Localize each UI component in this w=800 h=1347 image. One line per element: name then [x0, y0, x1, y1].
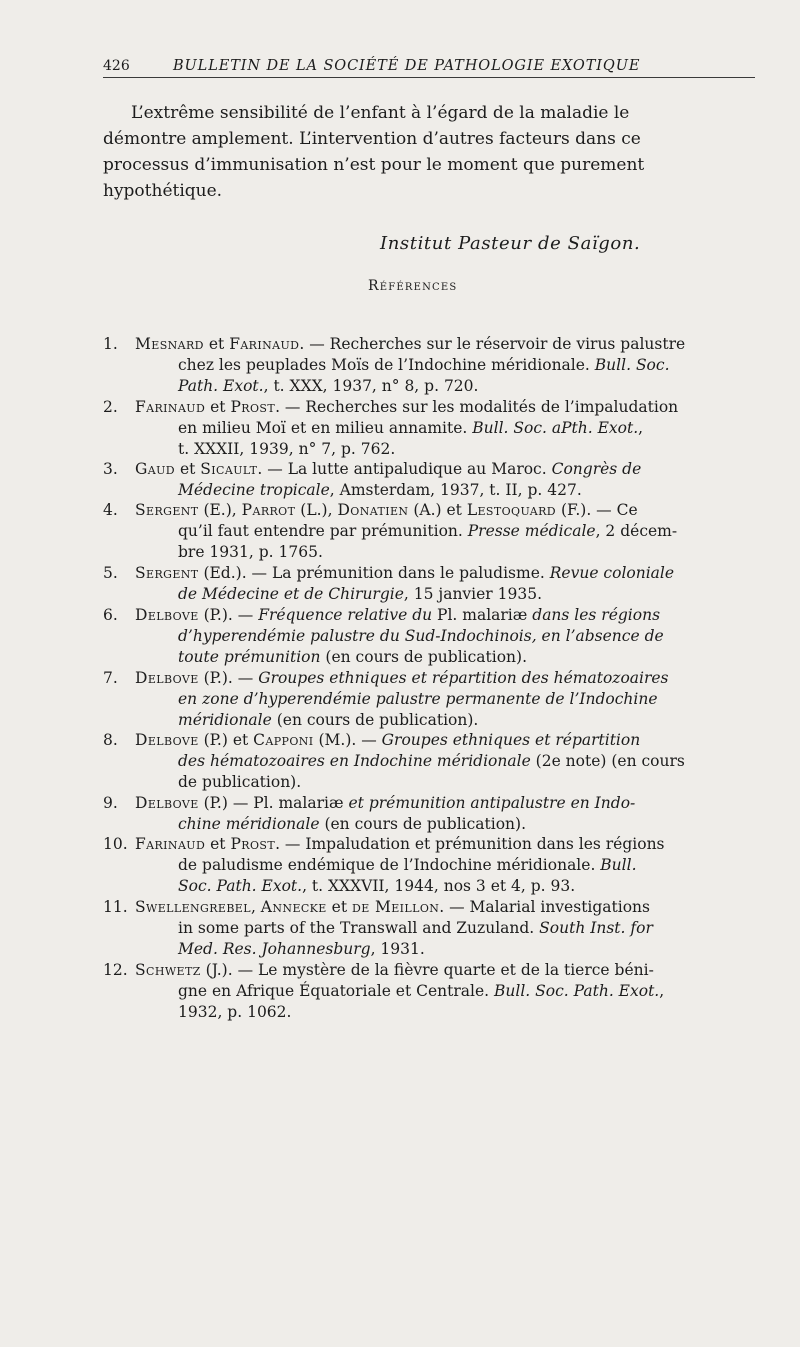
reference-segment: et	[205, 398, 231, 416]
italic-title: Bull.	[600, 856, 637, 874]
reference-line	[135, 939, 755, 960]
reference-line	[135, 751, 755, 772]
reference-segment: , t. XXX, 1937, n° 8, p. 720.	[263, 377, 479, 395]
reference-segment: gne en Afrique Équatoriale et Centrale.	[178, 982, 495, 1000]
author-name: Prost	[230, 835, 276, 853]
author-name: Delbove	[135, 669, 199, 687]
reference-number: 9.	[103, 794, 118, 812]
institution-signature: Institut Pasteur de Saïgon.	[380, 233, 641, 254]
italic-title: Revue coloniale	[549, 564, 675, 582]
reference-line	[135, 376, 755, 397]
reference-number: 8.	[103, 731, 118, 749]
author-name: de Meillon	[352, 898, 440, 916]
reference-line	[135, 334, 755, 355]
reference-segment: et	[205, 835, 231, 853]
reference-text	[135, 834, 755, 897]
italic-title: Groupes ethniques et répartition	[381, 731, 641, 749]
reference-segment: et	[203, 335, 230, 353]
reference-segment: (P.) — Pl. malariæ	[198, 794, 349, 812]
reference-line	[135, 439, 755, 460]
author-name: Farinaud	[135, 398, 206, 416]
italic-title: Fréquence relative du	[258, 606, 433, 624]
reference-line	[135, 459, 755, 480]
reference-segment: de publication).	[178, 773, 302, 791]
reference-number: 3.	[103, 460, 118, 478]
reference-segment: ,	[659, 982, 665, 1000]
intro-line: hypothétique.	[103, 181, 223, 201]
reference-number: 5.	[103, 564, 118, 582]
reference-segment: , t. XXXVII, 1944, nos 3 et 4, p. 93.	[302, 877, 576, 895]
author-name: Prost	[230, 398, 276, 416]
reference-text	[135, 500, 755, 563]
italic-title: méridionale	[178, 711, 272, 729]
reference-segment: (M.). —	[313, 731, 382, 749]
intro-line: L’extrême sensibilité de l’enfant à l’égard de la maladie le	[131, 103, 630, 123]
reference-segment: in some parts of the Transwall and Zuzuland.	[178, 919, 540, 937]
reference-segment: et	[175, 460, 201, 478]
reference-segment: ,	[250, 898, 261, 916]
reference-number: 7.	[103, 669, 118, 687]
reference-line	[135, 710, 755, 731]
author-name: Capponi	[253, 731, 314, 749]
reference-segment: ,	[638, 419, 644, 437]
reference-line	[135, 668, 755, 689]
reference-segment: (P.). —	[198, 606, 259, 624]
intro-line: processus d’immunisation n’est pour le moment que purement	[103, 155, 645, 175]
author-name: Gaud	[135, 460, 176, 478]
reference-segment: en milieu Moï et en milieu annamite.	[178, 419, 473, 437]
reference-line	[135, 647, 755, 668]
author-name: Donatien	[337, 501, 409, 519]
reference-segment: , 15 janvier 1935.	[403, 585, 543, 603]
reference-text	[135, 563, 755, 605]
author-name: Parrot	[241, 501, 296, 519]
reference-segment: , 2 décem-	[595, 522, 678, 540]
reference-segment: (E.),	[198, 501, 242, 519]
intro-paragraph	[103, 100, 755, 204]
running-title: BULLETIN DE LA SOCIÉTÉ DE PATHOLOGIE EXOTIQUE	[173, 58, 641, 74]
reference-line	[135, 584, 755, 605]
italic-title: Congrès de	[551, 460, 642, 478]
reference-line	[135, 397, 755, 418]
author-name: Swellengrebel	[135, 898, 251, 916]
reference-segment: (en cours de publication).	[320, 648, 528, 666]
italic-title: Path. Exot.	[178, 377, 264, 395]
italic-title: chine méridionale	[178, 815, 320, 833]
intro-text	[103, 100, 755, 204]
reference-line	[135, 772, 755, 793]
reference-segment: (L.),	[295, 501, 338, 519]
reference-segment: qu’il faut entendre par prémunition.	[178, 522, 468, 540]
reference-segment: . — La lutte antipaludique au Maroc.	[257, 460, 552, 478]
reference-segment: , Amsterdam, 1937, t. II, p. 427.	[329, 481, 582, 499]
reference-text	[135, 668, 755, 731]
reference-text	[135, 459, 755, 501]
italic-title: toute prémunition	[178, 648, 321, 666]
reference-line	[135, 918, 755, 939]
reference-line	[135, 814, 755, 835]
italic-title: Bull. Soc. aPth. Exot.	[472, 419, 639, 437]
reference-line	[135, 834, 755, 855]
reference-segment: Pl. malariæ	[432, 606, 533, 624]
reference-number: 2.	[103, 398, 118, 416]
italic-title: de Médecine et de Chirurgie	[178, 585, 404, 603]
reference-segment: chez les peuplades Moïs de l’Indochine méridionale.	[178, 356, 595, 374]
references-heading: Références	[368, 278, 458, 294]
reference-line	[135, 689, 755, 710]
reference-line	[135, 521, 755, 542]
reference-line	[135, 542, 755, 563]
author-name: Lestoquard	[466, 501, 557, 519]
italic-title: Med. Res. Johannesburg	[178, 940, 371, 958]
running-header	[103, 58, 755, 82]
italic-title: Soc. Path. Exot.	[178, 877, 303, 895]
reference-text	[135, 793, 755, 835]
reference-line	[135, 897, 755, 918]
header-rule	[103, 77, 755, 78]
reference-text	[135, 960, 755, 1023]
reference-segment: (A.) et	[408, 501, 467, 519]
reference-line	[135, 855, 755, 876]
reference-segment: (Ed.). — La prémunition dans le paludisme.	[198, 564, 550, 582]
reference-segment: . — Recherches sur les modalités de l’impaludation	[275, 398, 679, 416]
author-name: Schwetz	[135, 961, 201, 979]
reference-segment: . — Malarial investigations	[439, 898, 650, 916]
italic-title: et prémunition antipalustre en Indo-	[348, 794, 636, 812]
reference-segment: (en cours de publication).	[271, 711, 479, 729]
reference-line	[135, 480, 755, 501]
reference-segment: (F.). — Ce	[556, 501, 638, 519]
italic-title: des hématozoaires en Indochine méridionale	[178, 752, 531, 770]
reference-segment: , 1931.	[370, 940, 425, 958]
reference-text	[135, 897, 755, 960]
reference-text	[135, 730, 755, 793]
italic-title: dans les régions	[532, 606, 661, 624]
reference-line	[135, 730, 755, 751]
reference-line	[135, 1002, 755, 1023]
reference-number: 11.	[103, 898, 128, 916]
reference-line	[135, 981, 755, 1002]
italic-title: Groupes ethniques et répartition des hématozoaires	[258, 669, 669, 687]
author-name: Delbove	[135, 794, 199, 812]
author-name: Sergent	[135, 501, 199, 519]
italic-title: Médecine tropicale	[178, 481, 330, 499]
italic-title: en zone d’hyperendémie palustre permanente de l’Indochine	[178, 690, 658, 708]
reference-segment: t. XXXII, 1939, n° 7, p. 762.	[178, 440, 396, 458]
reference-text	[135, 334, 755, 397]
author-name: Farinaud	[229, 335, 300, 353]
author-name: Farinaud	[135, 835, 206, 853]
italic-title: Bull. Soc.	[594, 356, 670, 374]
page-number: 426	[103, 58, 130, 74]
reference-segment: (en cours de publication).	[319, 815, 527, 833]
reference-number: 10.	[103, 835, 128, 853]
reference-segment: (P.). —	[198, 669, 259, 687]
reference-number: 1.	[103, 335, 118, 353]
reference-number: 12.	[103, 961, 128, 979]
italic-title: Bull. Soc. Path. Exot.	[494, 982, 660, 1000]
reference-text	[135, 605, 755, 668]
reference-number: 4.	[103, 501, 118, 519]
italic-title: Presse médicale	[467, 522, 596, 540]
reference-line	[135, 563, 755, 584]
reference-line	[135, 355, 755, 376]
intro-line: démontre amplement. L’intervention d’autres facteurs dans ce	[103, 129, 641, 149]
reference-line	[135, 793, 755, 814]
reference-segment: (2e note) (en cours	[530, 752, 685, 770]
author-name: Delbove	[135, 606, 199, 624]
reference-segment: . — Recherches sur le réservoir de virus palustre	[299, 335, 686, 353]
reference-number: 6.	[103, 606, 118, 624]
reference-text	[135, 397, 755, 460]
author-name: Annecke	[260, 898, 327, 916]
reference-segment: et	[326, 898, 352, 916]
reference-segment: de paludisme endémique de l’Indochine méridionale.	[178, 856, 601, 874]
author-name: Sicault	[200, 460, 258, 478]
reference-segment: (J.). — Le mystère de la fièvre quarte et de la tierce béni-	[200, 961, 654, 979]
reference-segment: (P.) et	[198, 731, 254, 749]
italic-title: d’hyperendémie palustre du Sud-Indochinois, en l’absence de	[178, 627, 664, 645]
reference-segment: 1932, p. 1062.	[178, 1003, 292, 1021]
author-name: Delbove	[135, 731, 199, 749]
author-name: Sergent	[135, 564, 199, 582]
reference-line	[135, 605, 755, 626]
reference-line	[135, 418, 755, 439]
reference-segment: . — Impaludation et prémunition dans les régions	[275, 835, 665, 853]
author-name: Mesnard	[135, 335, 204, 353]
italic-title: South Inst. for	[539, 919, 653, 937]
reference-line	[135, 500, 755, 521]
reference-line	[135, 876, 755, 897]
reference-segment: bre 1931, p. 1765.	[178, 543, 323, 561]
reference-line	[135, 626, 755, 647]
reference-line	[135, 960, 755, 981]
